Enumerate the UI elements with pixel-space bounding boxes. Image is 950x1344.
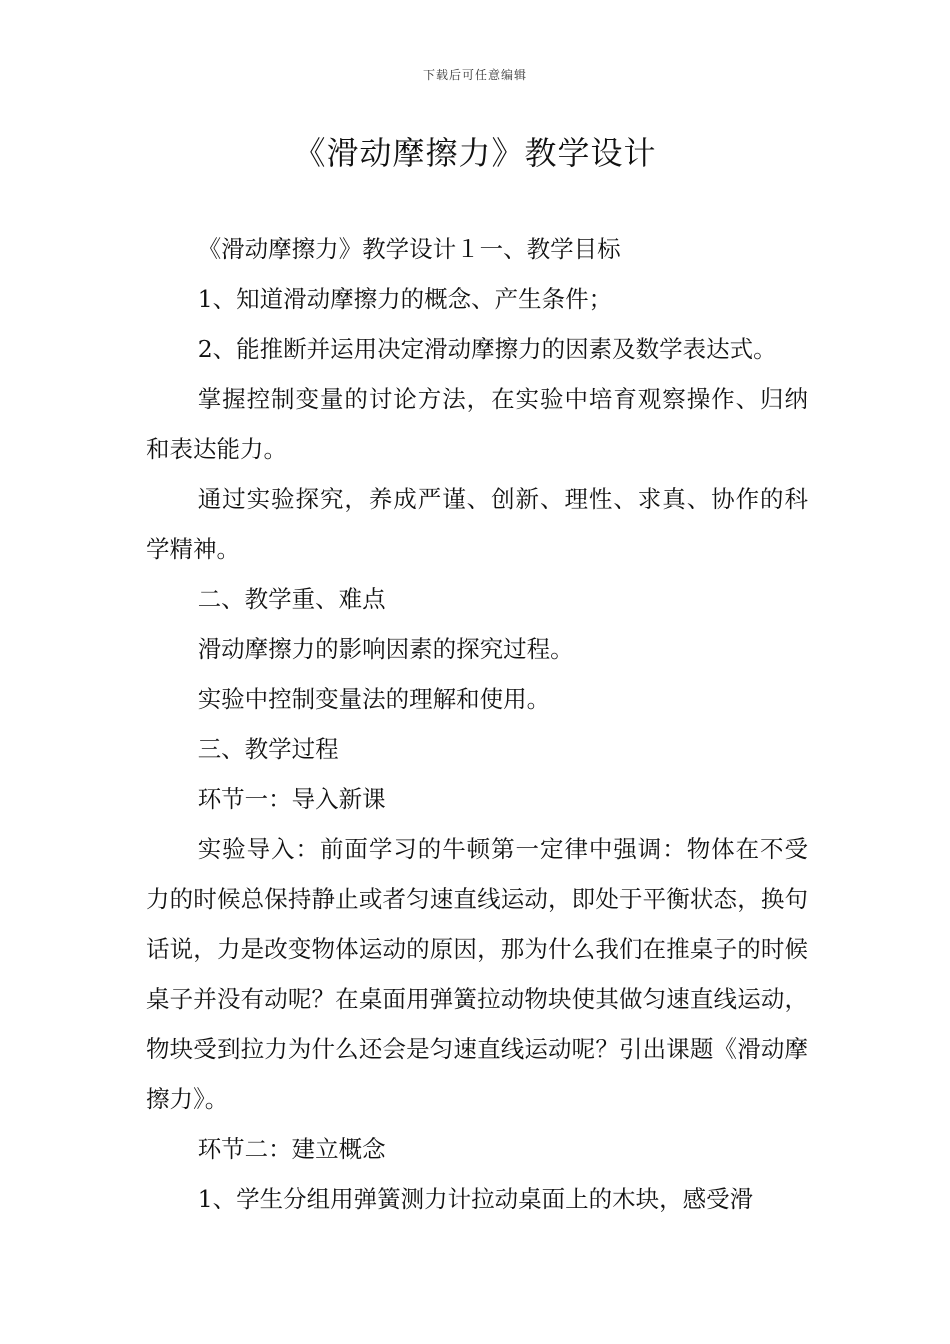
paragraph-key-point-2: 实验中控制变量法的理解和使用。 [197,685,551,713]
section-heading-process: 三、教学过程 [197,735,339,763]
paragraph-goal-4: 通过实验探究，养成严谨、创新、理性、求真、协作的科学精神。 [146,485,808,563]
paragraph-goal-1: 1、知道滑动摩擦力的概念、产生条件； [197,285,613,313]
subsection-heading-step-2: 环节二：建立概念 [197,1135,386,1163]
document-title: 《滑动摩擦力》教学设计 [293,134,657,172]
paragraph-step-2-item-1: 1、学生分组用弹簧测力计拉动桌面上的木块，感受滑 [197,1185,754,1213]
document-body [146,224,808,1224]
paragraph-goal-2: 2、能推断并运用决定滑动摩擦力的因素及数学表达式。 [197,335,777,363]
paragraph-intro: 《滑动摩擦力》教学设计１一、教学目标 [197,235,621,263]
header-note: 下载后可任意编辑 [422,68,527,82]
paragraph-goal-3: 掌握控制变量的讨论方法，在实验中培育观察操作、归纳和表达能力。 [146,385,808,463]
paragraph-experiment-intro: 实验导入：前面学习的牛顿第一定律中强调：物体在不受力的时候总保持静止或者匀速直线运动，即处于平衡状态，换句话说，力是改变物体运动的原因，那为什么我们在推桌子的时候桌子并没有动呢？在桌面用弹簧拉动物块使其做匀速直线运动，物块受到拉力为什么还会是匀速直线运动呢？引出课题《滑动摩擦力》。 [146,835,808,1113]
section-heading-key-points: 二、教学重、难点 [197,585,386,613]
paragraph-key-point-1: 滑动摩擦力的影响因素的探究过程。 [197,635,574,663]
subsection-heading-step-1: 环节一：导入新课 [197,785,386,813]
